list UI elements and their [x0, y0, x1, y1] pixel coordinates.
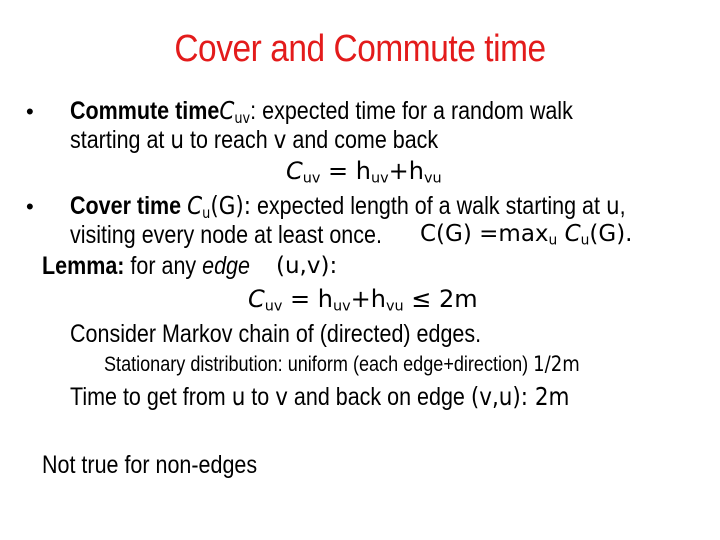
stationary-fraction: 1/2m — [533, 352, 580, 376]
time-u: u — [231, 382, 246, 411]
time-text-b: to — [245, 383, 276, 411]
commute-time-line — [70, 96, 573, 127]
commute-symbol: C — [219, 96, 235, 125]
cover-comma: , — [619, 192, 626, 220]
commute-v: v — [273, 125, 287, 154]
formula2-c-sub: uv — [264, 298, 283, 315]
cover-u: u — [605, 191, 620, 220]
commute-desc-b1: starting at — [70, 126, 171, 154]
formula2-le: ≤ 2m — [403, 285, 478, 313]
formula1-h2-sub: vu — [423, 170, 442, 187]
stationary-line — [104, 352, 580, 377]
formula2-h2-sub: vu — [385, 298, 404, 315]
markov-line — [70, 320, 481, 349]
time-text-a: Time to get from — [70, 383, 232, 411]
lemma-arg — [276, 253, 337, 279]
formula2-c: C — [248, 285, 265, 313]
formula1-plus: +h — [388, 157, 424, 185]
formula1-eq: = h — [320, 157, 371, 185]
lemma-edge: edge — [202, 252, 250, 280]
formula1-c: C — [286, 157, 303, 185]
markov-text: Consider Markov chain of (directed) edges. — [70, 320, 482, 348]
time-v: v — [275, 382, 288, 411]
lemma-text: for any — [124, 252, 203, 280]
commute-u: u — [170, 125, 185, 154]
bullet-marker: • — [26, 194, 34, 219]
not-true-line — [42, 451, 257, 480]
commute-formula — [286, 157, 442, 187]
cover-desc-b: visiting every node at least once. — [70, 221, 382, 249]
cover-time-term: Cover time — [70, 192, 182, 220]
stationary-text: Stationary distribution: uniform (each edge+direction) — [104, 353, 534, 376]
time-text-c: and back on edge — [287, 383, 471, 411]
formula2-plus: +h — [350, 285, 386, 313]
formula1-h1-sub: uv — [370, 170, 389, 187]
cover-symbol: C — [187, 191, 203, 220]
cover-max-formula — [420, 221, 633, 248]
slide-title: Cover and Commute time — [174, 28, 546, 70]
commute-desc-b3: and come back — [286, 126, 439, 154]
lemma-line — [42, 252, 250, 281]
cover-max-expr: C(G) =max — [420, 221, 549, 247]
bullet-marker: • — [26, 99, 34, 124]
commute-desc-b2: to reach — [184, 126, 274, 154]
not-true-text: Not true for non-edges — [42, 451, 258, 479]
lemma-formula — [248, 285, 478, 315]
cover-desc-a1: expected length of a walk starting at — [251, 192, 606, 220]
commute-time-term: Commute time — [70, 97, 220, 125]
cover-symbol-subscript: u — [202, 203, 211, 222]
commute-desc-a: expected time for a random walk — [256, 97, 573, 125]
cover-max-tail: (G). — [589, 221, 633, 247]
time-line — [70, 382, 570, 412]
commute-symbol-subscript: uv — [234, 108, 251, 127]
commute-colon: : — [250, 97, 257, 125]
formula2-h1-sub: uv — [332, 298, 351, 315]
lemma-arg-text: (u,v): — [276, 253, 338, 279]
cover-max-sub: u — [548, 232, 558, 249]
cover-max-c: C — [557, 221, 581, 247]
cover-symbol-arg: (G): — [210, 191, 252, 220]
commute-time-line-2 — [70, 125, 438, 155]
cover-time-line — [70, 191, 626, 222]
cover-time-line-2 — [70, 221, 382, 250]
time-edge: (v,u): 2m — [470, 382, 570, 411]
formula1-c-sub: uv — [302, 170, 321, 187]
cover-max-c-sub: u — [580, 232, 590, 249]
formula2-eq: = h — [282, 285, 333, 313]
lemma-label: Lemma: — [42, 252, 125, 280]
